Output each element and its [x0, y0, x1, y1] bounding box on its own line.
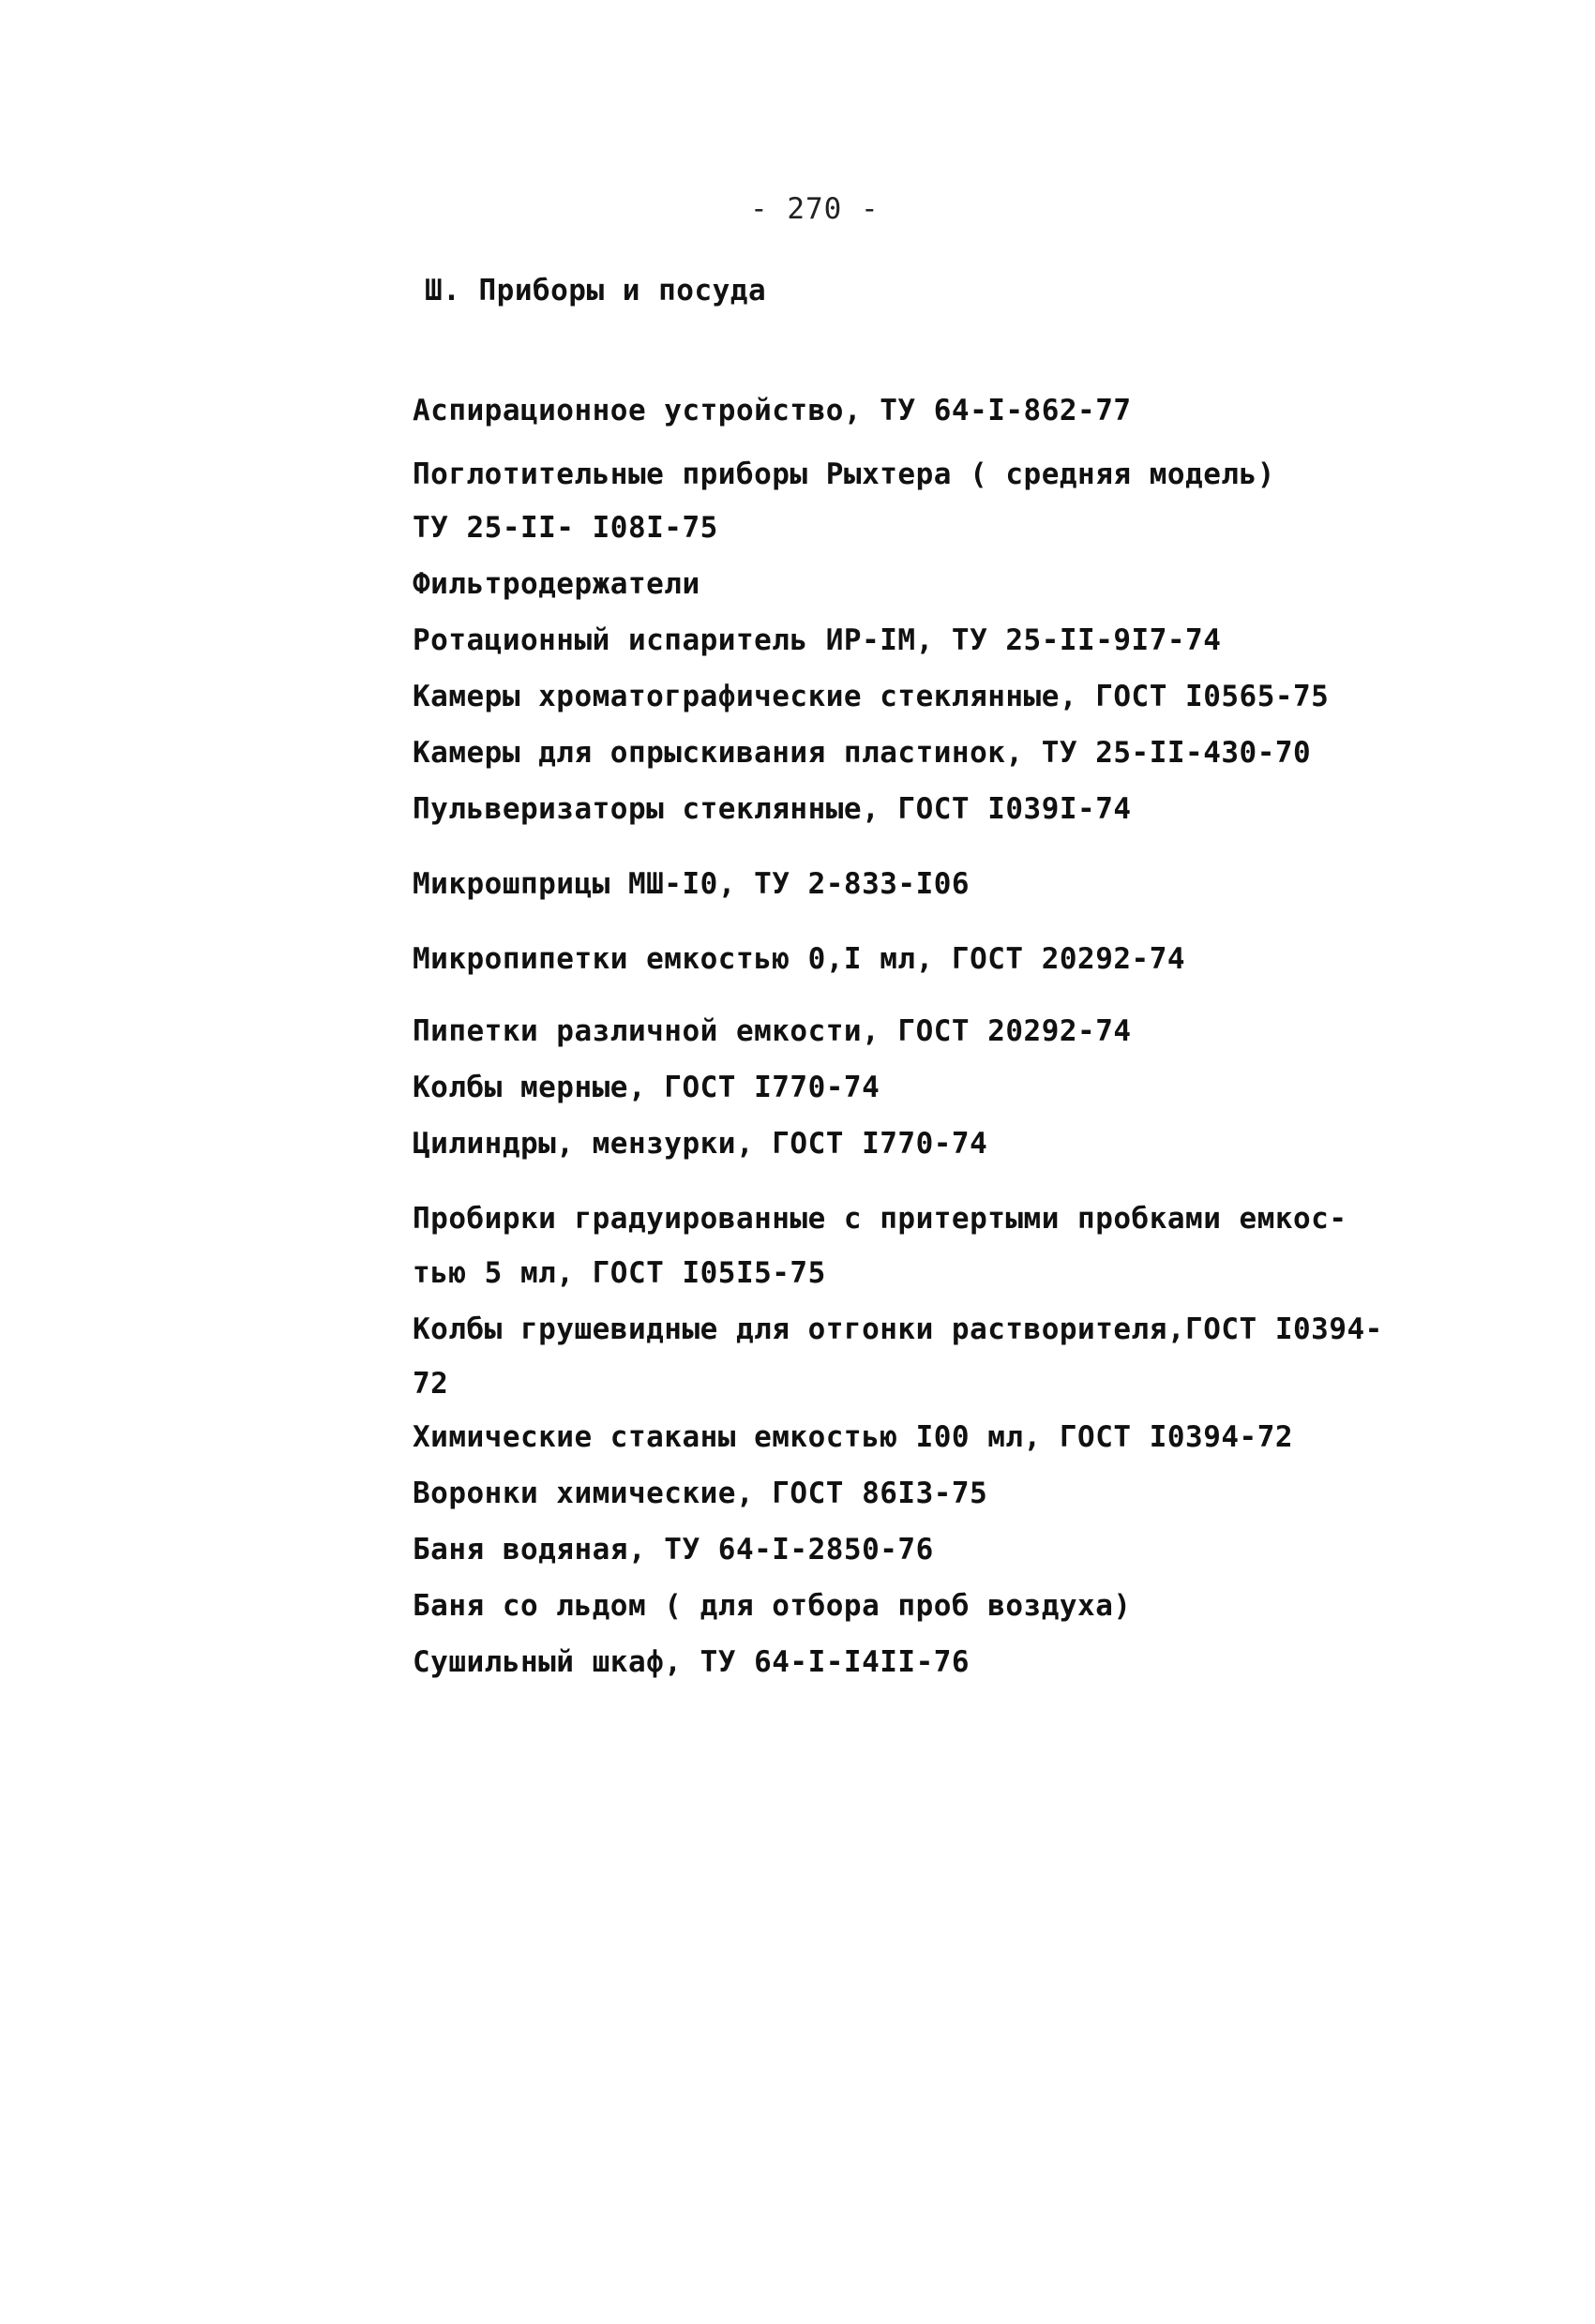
list-item: Аспирационное устройство, ТУ 64-I-862-77 [413, 394, 1132, 427]
list-item: ТУ 25-II- I08I-75 [413, 511, 718, 545]
list-item: Пипетки различной емкости, ГОСТ 20292-74 [413, 1014, 1132, 1048]
page-number: - 270 - [750, 192, 880, 226]
list-item: Цилиндры, мензурки, ГОСТ I770-74 [413, 1127, 988, 1161]
list-item: Воронки химические, ГОСТ 86I3-75 [413, 1477, 988, 1510]
list-item: Микрошприцы МШ-I0, ТУ 2-833-I06 [413, 867, 971, 901]
list-item: Пульверизаторы стеклянные, ГОСТ I039I-74 [413, 792, 1132, 826]
list-item: Камеры хроматографические стеклянные, ГОСТ I0565-75 [413, 680, 1330, 713]
list-item: Колбы мерные, ГОСТ I770-74 [413, 1071, 880, 1104]
list-item: тью 5 мл, ГОСТ I05I5-75 [413, 1256, 826, 1290]
list-item: 72 [413, 1367, 449, 1401]
list-item: Колбы грушевидные для отгонки растворителя,ГОСТ I0394- [413, 1312, 1383, 1346]
list-item: Микропипетки емкостью 0,I мл, ГОСТ 20292-74 [413, 942, 1186, 976]
list-item: Химические стаканы емкостью I00 мл, ГОСТ I0394-72 [413, 1420, 1294, 1454]
list-item: Камеры для опрыскивания пластинок, ТУ 25-II-430-70 [413, 736, 1312, 770]
list-item: Ротационный испаритель ИР-IМ, ТУ 25-II-9I7-74 [413, 623, 1222, 657]
section-title: Ш. Приборы и посуда [425, 274, 767, 307]
list-item: Пробирки градуированные с притертыми пробками емкос- [413, 1202, 1347, 1236]
list-item: Баня со льдом ( для отбора проб воздуха) [413, 1589, 1132, 1623]
list-item: Баня водяная, ТУ 64-I-2850-76 [413, 1533, 934, 1567]
list-item: Фильтродержатели [413, 567, 700, 601]
list-item: Поглотительные приборы Рыхтера ( средняя модель) [413, 457, 1275, 491]
list-item: Сушильный шкаф, ТУ 64-I-I4II-76 [413, 1645, 971, 1679]
